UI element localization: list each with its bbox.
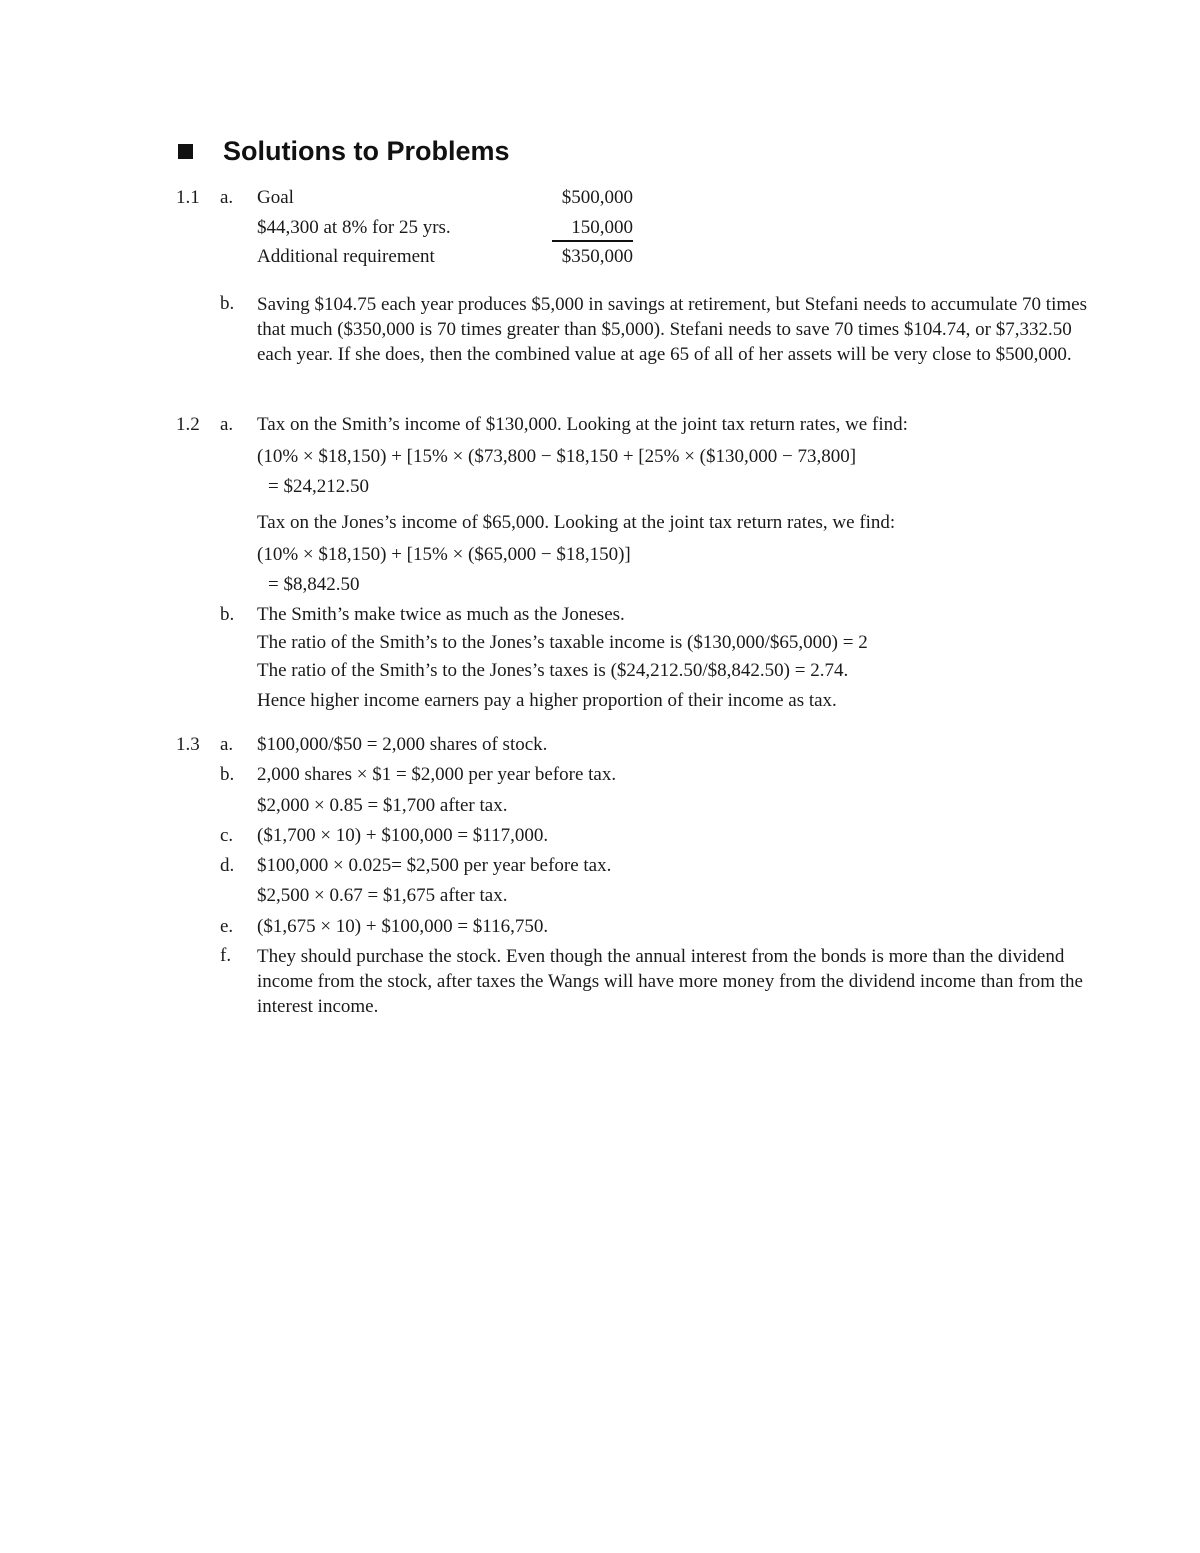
formula-line: (10% × $18,150) + [15% × ($73,800 − $18,150 + [25% × ($130,000 − 73,800] xyxy=(257,446,857,467)
section-heading-text: Solutions to Problems xyxy=(223,135,510,166)
formula-result: = $24,212.50 xyxy=(268,476,369,497)
text-line: Hence higher income earners pay a higher proportion of their income as tax. xyxy=(257,690,837,711)
text-line: Tax on the Jones’s income of $65,000. Looking at the joint tax return rates, we find: xyxy=(257,512,896,533)
problem-number-1-1: 1.1 xyxy=(176,187,200,208)
paragraph-1-3-f: They should purchase the stock. Even though the annual interest from the bonds is more than the dividend income from the stock, after taxes the Wangs will have more money from the dividend income than from the interest income. xyxy=(257,946,1083,1017)
paragraph-1-1-b: Saving $104.75 each year produces $5,000 in savings at retirement, but Stefani needs to accumulate 70 times that much ($350,000 is 70 times greater than $5,000). Stefani needs to save 70 times $104.74, or $7,332.50 each year. If she does, then the combined value at age 65 of all of her assets will be very close to $500,000. xyxy=(257,294,1087,365)
text-line: ($1,700 × 10) + $100,000 = $117,000. xyxy=(257,825,549,846)
text-line: ($1,675 × 10) + $100,000 = $116,750. xyxy=(257,916,549,937)
text-line: $100,000 × 0.025= $2,500 per year before tax. xyxy=(257,855,612,876)
square-bullet-icon xyxy=(178,144,193,159)
section-heading xyxy=(178,134,510,168)
item-label: e. xyxy=(220,916,234,937)
table-row-amount: $500,000 xyxy=(561,187,633,208)
text-line: The ratio of the Smith’s to the Jones’s taxable income is ($130,000/$65,000) = 2 xyxy=(257,632,868,653)
formula-line: (10% × $18,150) + [15% × ($65,000 − $18,150)] xyxy=(257,544,631,565)
item-label: c. xyxy=(220,825,234,846)
formula-result: = $8,842.50 xyxy=(268,574,360,595)
item-label-1-2-a: a. xyxy=(220,414,234,435)
item-label: b. xyxy=(220,764,235,785)
sum-underline xyxy=(552,240,633,242)
text-line: Tax on the Smith’s income of $130,000. Looking at the joint tax return rates, we find: xyxy=(257,414,908,435)
item-label: d. xyxy=(220,855,235,876)
item-label-1-1-b: b. xyxy=(220,293,235,314)
table-row-desc: $44,300 at 8% for 25 yrs. xyxy=(257,217,451,238)
problem-number-1-2: 1.2 xyxy=(176,414,200,435)
table-row-amount: 150,000 xyxy=(571,217,633,238)
problem-number-1-3: 1.3 xyxy=(176,734,200,755)
text-line: $2,500 × 0.67 = $1,675 after tax. xyxy=(257,885,508,906)
item-label: a. xyxy=(220,734,234,755)
text-line: $2,000 × 0.85 = $1,700 after tax. xyxy=(257,795,508,816)
text-line: 2,000 shares × $1 = $2,000 per year before tax. xyxy=(257,764,617,785)
text-line: The Smith’s make twice as much as the Joneses. xyxy=(257,604,625,625)
item-label-1-2-b: b. xyxy=(220,604,235,625)
item-label: f. xyxy=(220,945,232,966)
text-line: $100,000/$50 = 2,000 shares of stock. xyxy=(257,734,548,755)
table-row-desc: Goal xyxy=(257,187,294,208)
table-row-desc: Additional requirement xyxy=(257,246,435,267)
text-line: The ratio of the Smith’s to the Jones’s taxes is ($24,212.50/$8,842.50) = 2.74. xyxy=(257,660,849,681)
table-row-amount: $350,000 xyxy=(561,246,633,267)
item-label-1-1-a: a. xyxy=(220,187,234,208)
